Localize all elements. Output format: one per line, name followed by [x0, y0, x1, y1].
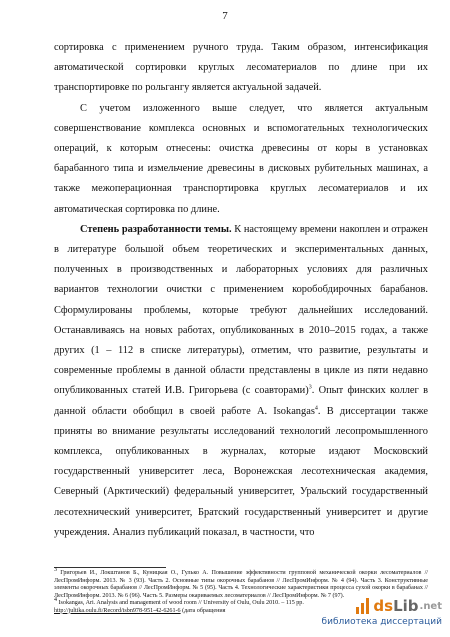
bar-chart-icon: [356, 598, 370, 614]
footnote-marker-4: 4: [54, 597, 57, 604]
footnote-divider: [54, 567, 166, 568]
paragraph-topic-development: [54, 220, 428, 543]
footnote-ref-4[interactable]: 4: [314, 405, 318, 412]
footnote-text-3: Григорьев И., Локштанов Б., Куницкая О., Гулько А. Повышение эффективности групповой механической окорки лесоматериалов // ЛесПромИнформ. 2013. № 3 (93). Часть 2. Основные типы окорочных барабанов // ЛесПромИнформ. № 4 (94). Часть 3. Конструктивные элементы окорочных барабанов // ЛесПромИнформ. № 5 (95). Часть 4. Технологические характеристики процесса сухой окорки в барабанах // ЛесПромИнформ. 2013. № 6 (96). Часть 5. Размеры окариваемых лесоматериалов // ЛесПромИнформ. № 7 (97).: [54, 570, 428, 599]
watermark-brand-lib: Lib: [393, 597, 419, 615]
watermark-logo: [356, 595, 442, 617]
footnote-text-4: Isokangas, Ari. Analysis and management of wood room // University of Oulu, Oulu 2010. – 115 pp.: [57, 600, 304, 607]
footnote-marker-3: 3: [54, 567, 57, 573]
footnote-text-4-tail: (дата обращения: [180, 607, 226, 614]
footnote-link[interactable]: http://jultika.oulu.fi/Record/isbn978-951-42-6261-6: [54, 607, 181, 614]
footnote-ref-3[interactable]: 3: [308, 384, 312, 391]
watermark-tagline: библиотека диссертаций: [321, 617, 442, 627]
paragraph-relevance: С учетом изложенного выше следует, что является актуальным совершенствование комплекса основных и вспомогательных технологических операций, к которым отнесены: очистка древесины от коры в установках барабанного типа и измельчение древесины в дисковых рубительных машинах, а также межоперационная транспортировка круглых лесоматериалов и их автоматическая сортировка по длине.: [54, 102, 428, 215]
paragraph-text-part-a: К настоящему времени накоплен и отражен в литературе большой объем теоретических и экспериментальных данных, полученных в производственных и лабораторных условиях для различных вариантов технологии очистки с применением коробобдирочных барабанов. Сформулированы проблемы, которые требуют дальнейших исследований. Останавливаясь на новых работах, опубликованных в 2010–2015 годах, а также других (1 – 112 в списке литературы), отметим, что развитие, результаты и современные проблемы в данной области представлены в цикле из пяти недавно опубликованных статей И.В. Григорьева (с соавторами): [54, 223, 428, 397]
paragraph-sorting-intro: сортировка с применением ручного труда. Таким образом, интенсификация автоматической сортировки круглых лесоматериалов по длине при их транспортировке по рольгангу является актуальной задачей.: [54, 42, 428, 94]
page-number: 7: [222, 10, 228, 22]
paragraph-text-part-c: . В диссертации также приняты во внимание результаты исследований технологий лесопромышленного комплекса, опубликованных в журналах, которые издают Московский государственный университет леса, Воронежская лесотехническая академия, Северный (Арктический) федеральный университет, Уральский государственный лесотехнический университет, Братский государственный университет и другие учреждения. Анализ публикаций показал, в частности, что: [54, 405, 428, 538]
paragraph-text-part-b: . Опыт финских коллег в данной области обобщил в своей работе A. Isokangas: [54, 385, 428, 417]
section-lead-heading: Степень разработанности темы.: [80, 223, 232, 235]
body-text: [54, 38, 428, 543]
watermark-brand-net: .net: [419, 600, 442, 612]
watermark: [322, 595, 442, 631]
watermark-brand-ds: ds: [373, 597, 394, 615]
